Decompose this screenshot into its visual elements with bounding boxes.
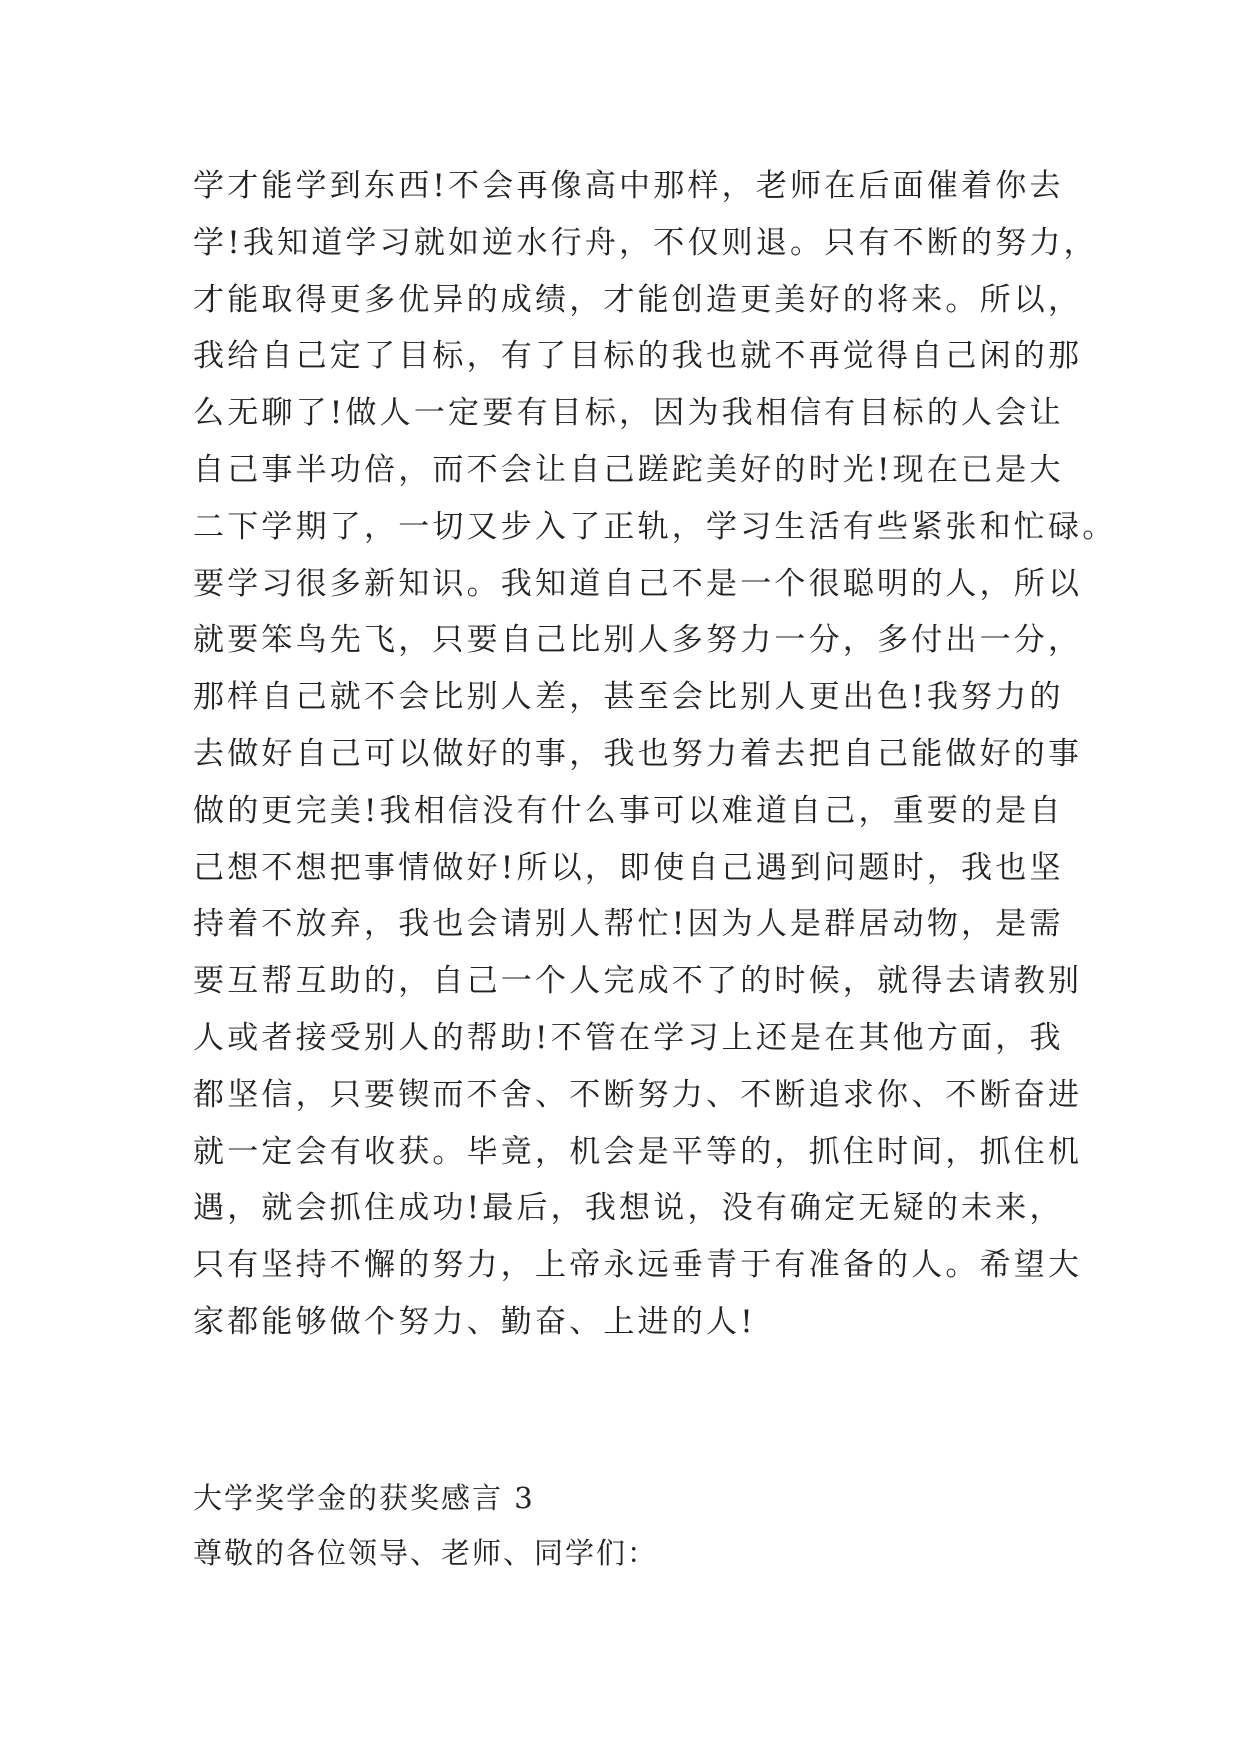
body-line: 才能取得更多优异的成绩，才能创造更美好的将来。所以， [193,281,1083,318]
body-line: 么无聊了!做人一定要有目标，因为我相信有目标的人会让 [193,395,1064,432]
body-line: 做的更完美!我相信没有什么事可以难道自己，重要的是自 [193,792,1064,829]
body-line: 二下学期了，一切又步入了正轨，学习生活有些紧张和忙碌。 [193,508,1117,545]
body-line: 自己事半功倍，而不会让自己蹉跎美好的时光!现在已是大 [193,451,1064,488]
body-line: 我给自己定了目标，有了目标的我也就不再觉得自己闲的那 [193,338,1083,375]
body-line: 去做好自己可以做好的事，我也努力着去把自己能做好的事 [193,735,1083,772]
body-line: 就要笨鸟先飞，只要自己比别人多努力一分，多付出一分， [193,622,1083,659]
body-line: 要互帮互助的，自己一个人完成不了的时候，就得去请教别 [193,963,1083,1000]
body-line: 那样自己就不会比别人差，甚至会比别人更出色!我努力的 [193,679,1064,716]
body-line: 要学习很多新知识。我知道自己不是一个很聪明的人，所以 [193,565,1083,602]
body-line: 学才能学到东西!不会再像高中那样，老师在后面催着你去 [193,168,1064,204]
body-paragraph [193,158,1117,1351]
body-line: 就一定会有收获。毕竟，机会是平等的，抓住时间，抓住机 [193,1133,1083,1170]
section-title: 大学奖学金的获奖感言 3 [193,1481,535,1515]
salutation: 尊敬的各位领导、老师、同学们： [193,1536,659,1570]
body-line: 持着不放弃，我也会请别人帮忙!因为人是群居动物，是需 [193,906,1064,943]
body-line: 都坚信，只要锲而不舍、不断努力、不断追求你、不断奋进 [193,1076,1083,1113]
body-line: 遇，就会抓住成功!最后，我想说，没有确定无疑的未来， [193,1190,1064,1227]
body-line: 人或者接受别人的帮助!不管在学习上还是在其他方面，我 [193,1019,1064,1056]
body-line: 家都能够做个努力、勤奋、上进的人! [193,1303,756,1340]
body-line: 学!我知道学习就如逆水行舟，不仅则退。只有不断的努力， [193,224,1098,261]
body-line: 只有坚持不懈的努力，上帝永远垂青于有准备的人。希望大 [193,1247,1083,1284]
body-line: 己想不想把事情做好!所以，即使自己遇到问题时，我也坚 [193,849,1064,886]
